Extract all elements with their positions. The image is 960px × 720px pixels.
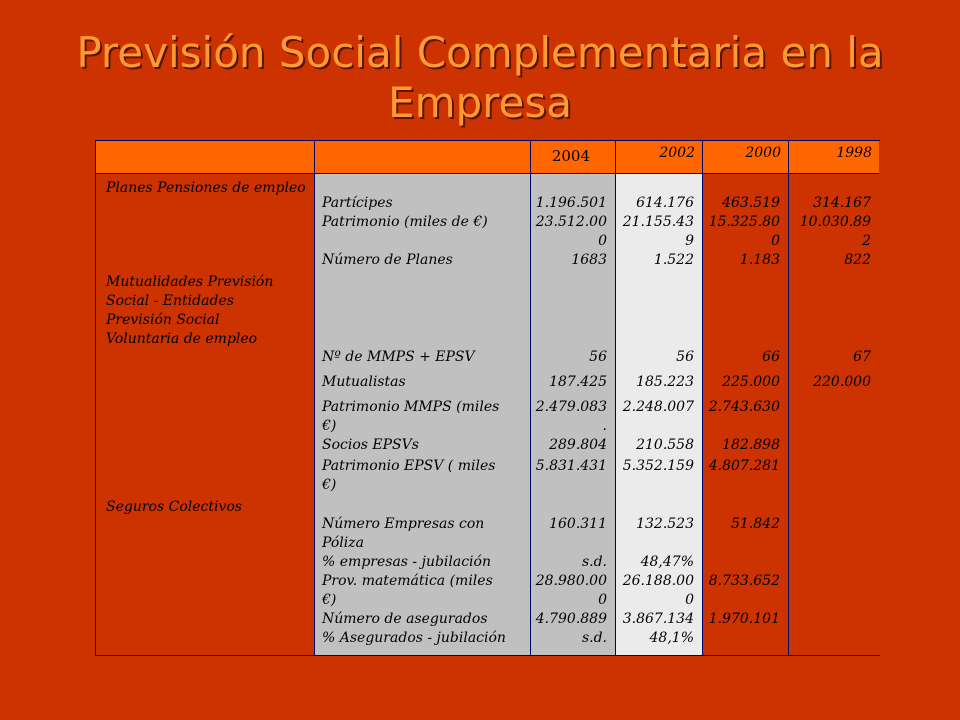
cell-v2002: 614.176 <box>636 195 694 211</box>
slide-title <box>0 28 960 128</box>
header-year-2000 <box>702 141 789 173</box>
cell-v2002: 185.223 <box>636 374 694 390</box>
cell-v2002: 3.867.134 <box>622 611 694 627</box>
cell-v2000: 15.325.80 <box>708 214 780 230</box>
table-header <box>96 141 879 174</box>
cell-v2000: 1.183 <box>739 252 780 268</box>
row-label: Socios EPSVs <box>322 437 419 453</box>
cell-v2002: 9 <box>685 233 694 249</box>
cell-v2000: 66 <box>762 349 780 365</box>
row-label: €) <box>322 418 337 434</box>
cell-v2000: 8.733.652 <box>708 573 780 589</box>
cell-v2002: 210.558 <box>636 437 694 453</box>
cell-v2002: 132.523 <box>636 516 694 532</box>
row-label: Número de asegurados <box>322 611 488 627</box>
cell-v2002: 0 <box>685 592 694 608</box>
cell-v2004: 2.479.083 <box>535 399 607 415</box>
slide-title-line-1: Previsión Social Complementaria en la <box>76 28 884 77</box>
header-year-1998-text: 1998 <box>836 145 872 161</box>
row-label: Número Empresas con <box>322 516 485 532</box>
cell-v2002: 21.155.43 <box>622 214 694 230</box>
cell-v2000: 225.000 <box>722 374 780 390</box>
cell-v2004: 187.425 <box>549 374 607 390</box>
cell-v2002: 26.188.00 <box>622 573 694 589</box>
header-year-2002 <box>615 141 703 173</box>
cell-v2004: 0 <box>598 233 607 249</box>
header-year-2002-text: 2002 <box>659 145 695 161</box>
header-year-2000-text: 2000 <box>745 145 781 161</box>
cell-v2004: 160.311 <box>549 516 607 532</box>
cell-v1998: 822 <box>844 252 871 268</box>
section-label-planes: Planes Pensiones de empleo <box>106 180 306 196</box>
row-label: Mutualistas <box>322 374 406 390</box>
cell-v1998: 314.167 <box>813 195 871 211</box>
cell-v2004: 5.831.431 <box>535 458 607 474</box>
cell-v2004: 1.196.501 <box>535 195 607 211</box>
cell-v2004: 4.790.889 <box>535 611 607 627</box>
cell-v2004: 28.980.00 <box>535 573 607 589</box>
cell-v2004: 56 <box>589 349 607 365</box>
section-label-mutualidades-1: Mutualidades Previsión <box>106 274 274 290</box>
data-table <box>95 140 880 656</box>
cell-v2000: 1.970.101 <box>708 611 780 627</box>
header-year-1998 <box>788 141 880 173</box>
cell-v2002: 48,47% <box>640 554 694 570</box>
header-cell-label <box>314 141 531 173</box>
row-label: % empresas - jubilación <box>322 554 491 570</box>
section-label-mutualidades-2: Social - Entidades <box>106 293 234 309</box>
row-label: Número de Planes <box>322 252 453 268</box>
cell-v2000: 0 <box>771 233 780 249</box>
cell-v2000: 463.519 <box>722 195 780 211</box>
row-label: Partícipes <box>322 195 393 211</box>
cell-v2002: 5.352.159 <box>622 458 694 474</box>
cell-v2002: 56 <box>676 349 694 365</box>
row-label: Nº de MMPS + EPSV <box>322 349 475 365</box>
cell-v2000: 4.807.281 <box>708 458 780 474</box>
cell-v2004: 289.804 <box>549 437 607 453</box>
row-label: €) <box>322 592 337 608</box>
cell-v2000: 2.743.630 <box>708 399 780 415</box>
row-label: €) <box>322 477 337 493</box>
section-label-mutualidades-3: Previsión Social <box>106 312 220 328</box>
row-label: Patrimonio EPSV ( miles <box>322 458 496 474</box>
header-cell-section <box>96 141 314 173</box>
header-year-2004-text: 2004 <box>551 147 590 165</box>
row-label: % Asegurados - jubilación <box>322 630 506 646</box>
row-label: Prov. matemática (miles <box>322 573 493 589</box>
cell-v2004: 1683 <box>571 252 607 268</box>
row-label: Patrimonio MMPS (miles <box>322 399 500 415</box>
cell-v2004: s.d. <box>581 630 607 646</box>
slide-title-line-2: Empresa <box>388 78 572 127</box>
cell-v2000: 182.898 <box>722 437 780 453</box>
header-year-2004 <box>530 141 616 173</box>
cell-v2004: . <box>602 418 607 434</box>
cell-v1998: 220.000 <box>813 374 871 390</box>
section-column <box>96 141 314 655</box>
cell-v2002: 2.248.007 <box>622 399 694 415</box>
cell-v2004: s.d. <box>581 554 607 570</box>
cell-v2002: 48,1% <box>649 630 694 646</box>
row-label: Patrimonio (miles de €) <box>322 214 488 230</box>
cell-v1998: 2 <box>862 233 871 249</box>
cell-v2004: 23.512.00 <box>535 214 607 230</box>
cell-v2004: 0 <box>598 592 607 608</box>
cell-v1998: 67 <box>853 349 871 365</box>
section-label-seguros: Seguros Colectivos <box>106 499 242 515</box>
section-label-mutualidades-4: Voluntaria de empleo <box>106 331 258 347</box>
cell-v1998: 10.030.89 <box>799 214 871 230</box>
row-label: Póliza <box>322 535 364 551</box>
cell-v2002: 1.522 <box>653 252 694 268</box>
cell-v2000: 51.842 <box>731 516 780 532</box>
